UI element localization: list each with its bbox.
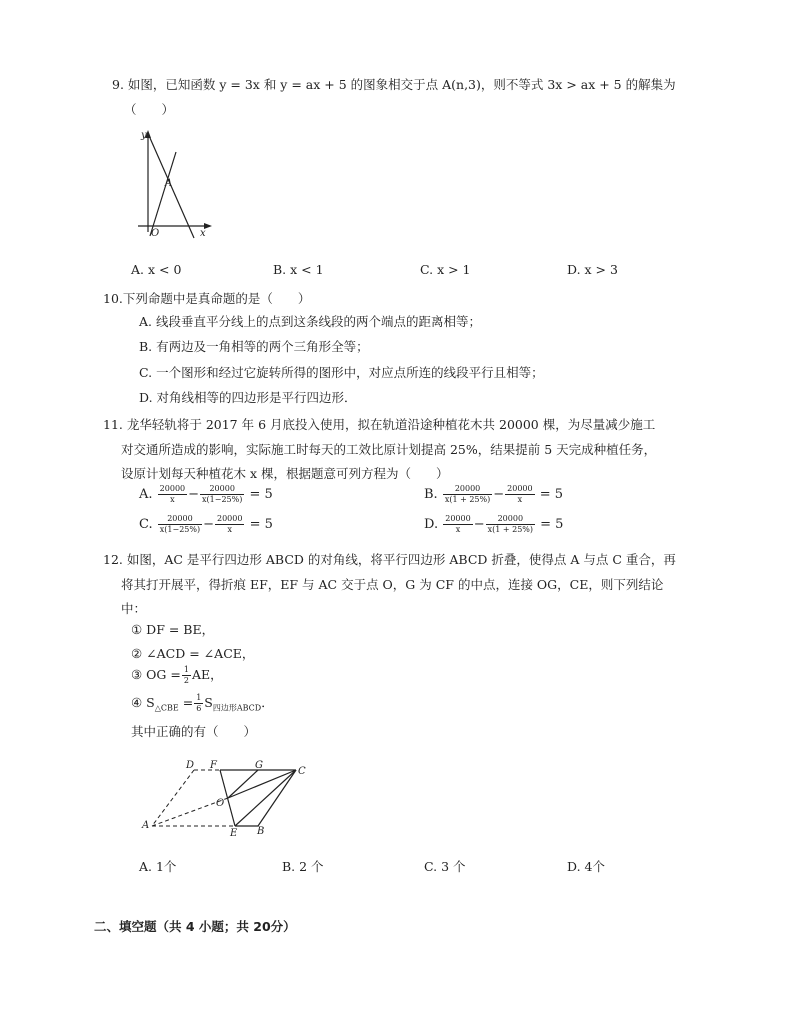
label-d: D <box>186 760 195 771</box>
q11-letter: B. <box>424 487 438 502</box>
q9-option-b: B. x < 1 <box>273 262 324 277</box>
label-b: B <box>257 826 265 837</box>
point-a-label: A <box>165 178 173 189</box>
q12-parallelogram-figure <box>140 756 315 840</box>
label-c: C <box>298 766 306 777</box>
q12-conclusion-2: ② ∠ACD = ∠ACE， <box>131 646 255 661</box>
q11-letter: D. <box>424 517 439 532</box>
label-a: A <box>142 820 150 831</box>
q12-option-c: C. 3 个 <box>424 859 466 874</box>
q11-stem-line2: 对交通所造成的影响，实际施工时每天的工效比原计划提高 25%，结果提前 5 天完成种植任务， <box>121 442 657 457</box>
label-f: F <box>210 760 217 771</box>
q11-option-a: A. $\frac{20000}{x}$ − $\frac{20000}{x(1-25\%)}$ = 5 <box>139 484 273 504</box>
q12-question: 其中正确的有（ ） <box>131 724 257 739</box>
q10-option-c: C. 一个图形和经过它旋转所得的图形中，对应点所连的线段平行且相等； <box>139 365 544 380</box>
q9-option-c: C. x > 1 <box>420 262 471 277</box>
q11-stem-line1: 11. 龙华轻轨将于 2017 年 6 月底投入使用，拟在轨道沿途种植花木共 20000 棵，为尽量减少施工 <box>103 417 656 432</box>
edge-ad <box>152 770 194 826</box>
q12-option-d: D. 4个 <box>567 859 605 874</box>
q9-stem: 9. 如图，已知函数 y = 3x 和 y = ax + 5 的图象相交于点 A(n,3)，则不等式 3x > ax + 5 的解集为 <box>112 77 676 92</box>
q12-stem-line2: 将其打开展平，得折痕 EF，EF 与 AC 交于点 O，G 为 CF 的中点，连接 OG，CE，则下列结论 <box>121 577 664 592</box>
q11-letter: A. <box>139 487 153 502</box>
q11-option-c: C. $\frac{20000}{x(1-25\%)}$ − $\frac{20000}{x}$ = 5 <box>139 514 273 534</box>
q10-option-d: D. 对角线相等的四边形是平行四边形． <box>139 390 357 405</box>
q10-stem: 10.下列命题中是真命题的是（ ） <box>103 291 311 306</box>
q12-option-a: A. 1个 <box>139 859 177 874</box>
x-axis-label: x <box>200 228 206 239</box>
segment-og <box>228 770 258 798</box>
q12-conclusion-1: ① DF = BE， <box>131 622 215 637</box>
q11-letter: C. <box>139 517 153 532</box>
q9-option-d: D. x > 3 <box>567 262 618 277</box>
q11-stem-line3: 设原计划每天种植花木 x 棵，根据题意可列方程为（ ） <box>121 466 449 481</box>
q11-option-d: D. $\frac{20000}{x}$ − $\frac{20000}{x(1 + 25\%)}$ = 5 <box>424 514 564 534</box>
line-y-3x <box>150 152 176 236</box>
label-g: G <box>255 760 263 771</box>
q12-stem-line1: 12. 如图，AC 是平行四边形 ABCD 的对角线，将平行四边形 ABCD 折叠，使得点 A 与点 C 重合，再 <box>103 552 676 567</box>
q9-option-a: A. x < 0 <box>131 262 182 277</box>
segment-ce <box>235 770 296 826</box>
y-axis-label: y <box>141 130 147 141</box>
q12-conclusion-3: ③ OG = $\frac{1}{2}$ AE， <box>131 665 223 685</box>
label-e: E <box>230 828 238 839</box>
origin-label: O <box>151 228 160 239</box>
q9-answer-bracket: （ ） <box>124 102 175 117</box>
q10-option-b: B. 有两边及一角相等的两个三角形全等； <box>139 339 369 354</box>
label-o: O <box>216 798 225 809</box>
q11-option-b: B. $\frac{20000}{x(1 + 25\%)}$ − $\frac{20000}{x}$ = 5 <box>424 484 564 504</box>
q9-graph <box>128 128 218 240</box>
section-heading: 二、填空题（共 4 小题；共 20分） <box>94 919 296 934</box>
q12-option-b: B. 2 个 <box>282 859 324 874</box>
q12-stem-line3: 中： <box>121 601 147 616</box>
q10-option-a: A. 线段垂直平分线上的点到这条线段的两个端点的距离相等； <box>139 314 481 329</box>
q12-conclusion-4: ④ $S_{\triangle CBE}$ = $\frac{1}{6}$ $S_{四边形ABCD}$． <box>131 693 274 713</box>
